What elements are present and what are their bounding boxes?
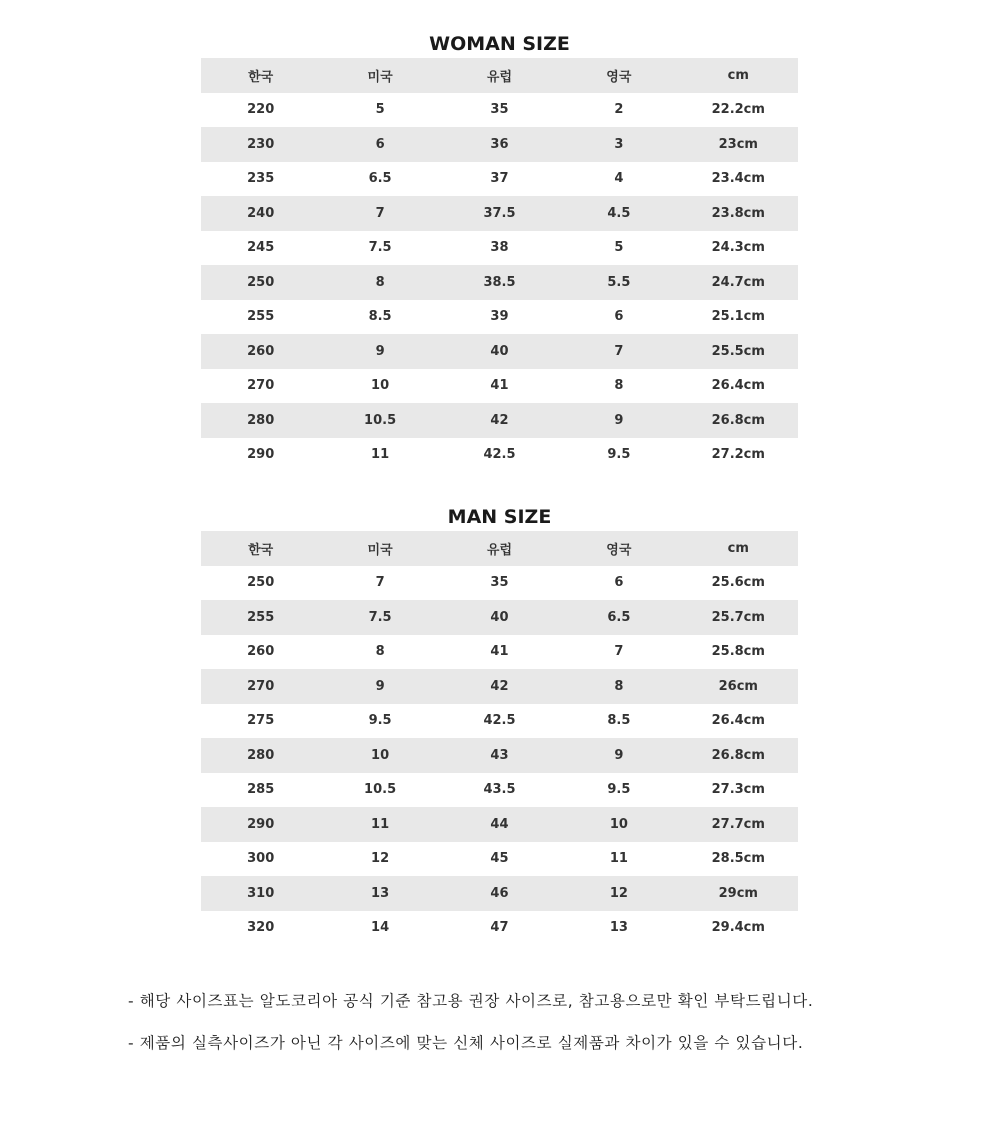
table-header — [201, 58, 798, 93]
cell-cm: 27.7cm — [679, 807, 798, 842]
table-row — [201, 600, 798, 635]
cell-usa: 11 — [371, 447, 390, 463]
cell-korea: 255 — [247, 309, 275, 325]
cell-usa: 9.5 — [368, 713, 392, 729]
cell-usa: 8 — [320, 265, 439, 300]
note-text: - 제품의 실측사이즈가 아닌 각 사이즈에 맞는 신체 사이즈로 실제품과 차이가 있을 수 있습니다. — [128, 1034, 804, 1052]
header-cm: cm — [679, 531, 798, 566]
table-row — [201, 127, 798, 162]
cell-korea: 320 — [247, 920, 275, 936]
table-row — [201, 300, 798, 335]
cell-uk: 3 — [559, 127, 678, 162]
man-size-title: MAN SIZE — [447, 506, 552, 528]
table-header — [201, 531, 798, 566]
table-row — [201, 334, 798, 369]
cell-europe: 46 — [440, 876, 559, 911]
cell-cm: 27.2cm — [711, 447, 765, 463]
cell-uk: 9.5 — [607, 447, 631, 463]
table-row — [201, 265, 798, 300]
cell-uk: 11 — [609, 851, 628, 867]
cell-europe: 38.5 — [440, 265, 559, 300]
cell-cm: 24.3cm — [711, 240, 765, 256]
cell-uk: 9 — [559, 403, 678, 438]
cell-usa: 10 — [320, 738, 439, 773]
cell-uk: 9 — [559, 738, 678, 773]
cell-uk: 7 — [614, 644, 624, 660]
cell-europe: 37 — [490, 171, 509, 187]
cell-usa: 10 — [371, 378, 390, 394]
cell-korea: 235 — [247, 171, 275, 187]
man-size-section — [201, 503, 798, 945]
cell-korea: 230 — [201, 127, 320, 162]
header-row — [201, 531, 798, 566]
table-row — [201, 704, 798, 739]
cell-europe: 43.5 — [483, 782, 516, 798]
cell-europe: 37.5 — [440, 196, 559, 231]
cell-usa: 9 — [320, 669, 439, 704]
man-size-table — [201, 531, 798, 945]
cell-usa: 7.5 — [368, 240, 392, 256]
table-row — [201, 93, 798, 128]
cell-europe: 40 — [440, 334, 559, 369]
cell-usa: 12 — [371, 851, 390, 867]
table-row — [201, 403, 798, 438]
cell-korea: 220 — [247, 102, 275, 118]
cell-uk: 10 — [559, 807, 678, 842]
cell-cm: 23.4cm — [711, 171, 765, 187]
cell-usa: 10.5 — [364, 782, 397, 798]
cell-uk: 6 — [614, 575, 624, 591]
cell-uk: 8.5 — [607, 713, 631, 729]
cell-korea: 290 — [201, 807, 320, 842]
cell-cm: 26cm — [679, 669, 798, 704]
cell-korea: 290 — [247, 447, 275, 463]
woman-table-body — [201, 93, 798, 473]
cell-europe: 40 — [440, 600, 559, 635]
cell-korea: 250 — [247, 575, 275, 591]
cell-uk: 12 — [559, 876, 678, 911]
cell-usa: 6 — [320, 127, 439, 162]
table-row — [201, 738, 798, 773]
size-notes — [128, 990, 988, 1074]
cell-usa: 8.5 — [368, 309, 392, 325]
cell-cm: 25.5cm — [679, 334, 798, 369]
cell-uk: 2 — [614, 102, 624, 118]
table-row — [201, 842, 798, 877]
header-usa: 미국 — [320, 58, 439, 93]
cell-cm: 25.6cm — [711, 575, 765, 591]
cell-cm: 24.7cm — [679, 265, 798, 300]
woman-size-table — [201, 58, 798, 472]
cell-uk: 7 — [559, 334, 678, 369]
cell-usa: 11 — [320, 807, 439, 842]
table-row — [201, 807, 798, 842]
table-row — [201, 773, 798, 808]
table-row — [201, 669, 798, 704]
header-europe: 유럽 — [440, 531, 559, 566]
header-row — [201, 58, 798, 93]
header-korea: 한국 — [201, 58, 320, 93]
cell-europe: 45 — [490, 851, 509, 867]
cell-korea: 280 — [201, 403, 320, 438]
header-uk: 영국 — [559, 531, 678, 566]
table-row — [201, 196, 798, 231]
cell-europe: 47 — [490, 920, 509, 936]
cell-cm: 25.8cm — [711, 644, 765, 660]
cell-usa: 7 — [320, 196, 439, 231]
cell-korea: 245 — [247, 240, 275, 256]
table-row — [201, 162, 798, 197]
header-europe: 유럽 — [440, 58, 559, 93]
cell-uk: 6.5 — [559, 600, 678, 635]
table-row — [201, 369, 798, 404]
cell-korea: 260 — [247, 644, 275, 660]
cell-uk: 5.5 — [559, 265, 678, 300]
cell-cm: 29.4cm — [711, 920, 765, 936]
cell-europe: 36 — [440, 127, 559, 162]
cell-cm: 27.3cm — [711, 782, 765, 798]
cell-cm: 25.1cm — [711, 309, 765, 325]
cell-cm: 26.8cm — [679, 738, 798, 773]
cell-korea: 270 — [247, 378, 275, 394]
cell-europe: 44 — [440, 807, 559, 842]
header-uk: 영국 — [559, 58, 678, 93]
cell-europe: 42 — [440, 669, 559, 704]
header-korea: 한국 — [201, 531, 320, 566]
cell-uk: 13 — [609, 920, 628, 936]
cell-usa: 6.5 — [368, 171, 392, 187]
cell-europe: 41 — [490, 644, 509, 660]
cell-cm: 23cm — [679, 127, 798, 162]
cell-korea: 280 — [201, 738, 320, 773]
cell-europe: 35 — [490, 102, 509, 118]
cell-europe: 42.5 — [483, 713, 516, 729]
cell-uk: 6 — [614, 309, 624, 325]
woman-size-title: WOMAN SIZE — [429, 33, 570, 55]
cell-uk: 8 — [559, 669, 678, 704]
note-text: - 해당 사이즈표는 알도코리아 공식 기준 참고용 권장 사이즈로, 참고용으로만 확인 부탁드립니다. — [128, 992, 814, 1010]
table-row — [201, 876, 798, 911]
cell-cm: 28.5cm — [711, 851, 765, 867]
cell-korea: 270 — [201, 669, 320, 704]
cell-cm: 26.4cm — [711, 378, 765, 394]
cell-korea: 240 — [201, 196, 320, 231]
cell-korea: 260 — [201, 334, 320, 369]
cell-usa: 14 — [371, 920, 390, 936]
cell-korea: 255 — [201, 600, 320, 635]
header-cm: cm — [679, 58, 798, 93]
cell-uk: 5 — [614, 240, 624, 256]
cell-uk: 9.5 — [607, 782, 631, 798]
cell-europe: 43 — [440, 738, 559, 773]
cell-usa: 7.5 — [320, 600, 439, 635]
cell-europe: 42.5 — [483, 447, 516, 463]
cell-cm: 29cm — [679, 876, 798, 911]
man-table-body — [201, 566, 798, 946]
cell-cm: 23.8cm — [679, 196, 798, 231]
cell-europe: 35 — [490, 575, 509, 591]
cell-europe: 42 — [440, 403, 559, 438]
cell-korea: 300 — [247, 851, 275, 867]
cell-usa: 13 — [320, 876, 439, 911]
cell-europe: 41 — [490, 378, 509, 394]
table-row — [201, 231, 798, 266]
cell-korea: 310 — [201, 876, 320, 911]
table-row — [201, 635, 798, 670]
cell-uk: 4.5 — [559, 196, 678, 231]
header-usa: 미국 — [320, 531, 439, 566]
table-row — [201, 911, 798, 946]
cell-cm: 26.4cm — [711, 713, 765, 729]
cell-cm: 26.8cm — [679, 403, 798, 438]
cell-cm: 25.7cm — [679, 600, 798, 635]
table-row — [201, 566, 798, 601]
cell-korea: 275 — [247, 713, 275, 729]
woman-size-section — [201, 30, 798, 472]
cell-uk: 8 — [614, 378, 624, 394]
cell-korea: 250 — [201, 265, 320, 300]
cell-usa: 8 — [375, 644, 385, 660]
cell-usa: 7 — [375, 575, 385, 591]
cell-korea: 285 — [247, 782, 275, 798]
cell-uk: 4 — [614, 171, 624, 187]
cell-usa: 9 — [320, 334, 439, 369]
cell-usa: 10.5 — [320, 403, 439, 438]
table-row — [201, 438, 798, 473]
cell-cm: 22.2cm — [711, 102, 765, 118]
cell-usa: 5 — [375, 102, 385, 118]
cell-europe: 38 — [490, 240, 509, 256]
cell-europe: 39 — [490, 309, 509, 325]
